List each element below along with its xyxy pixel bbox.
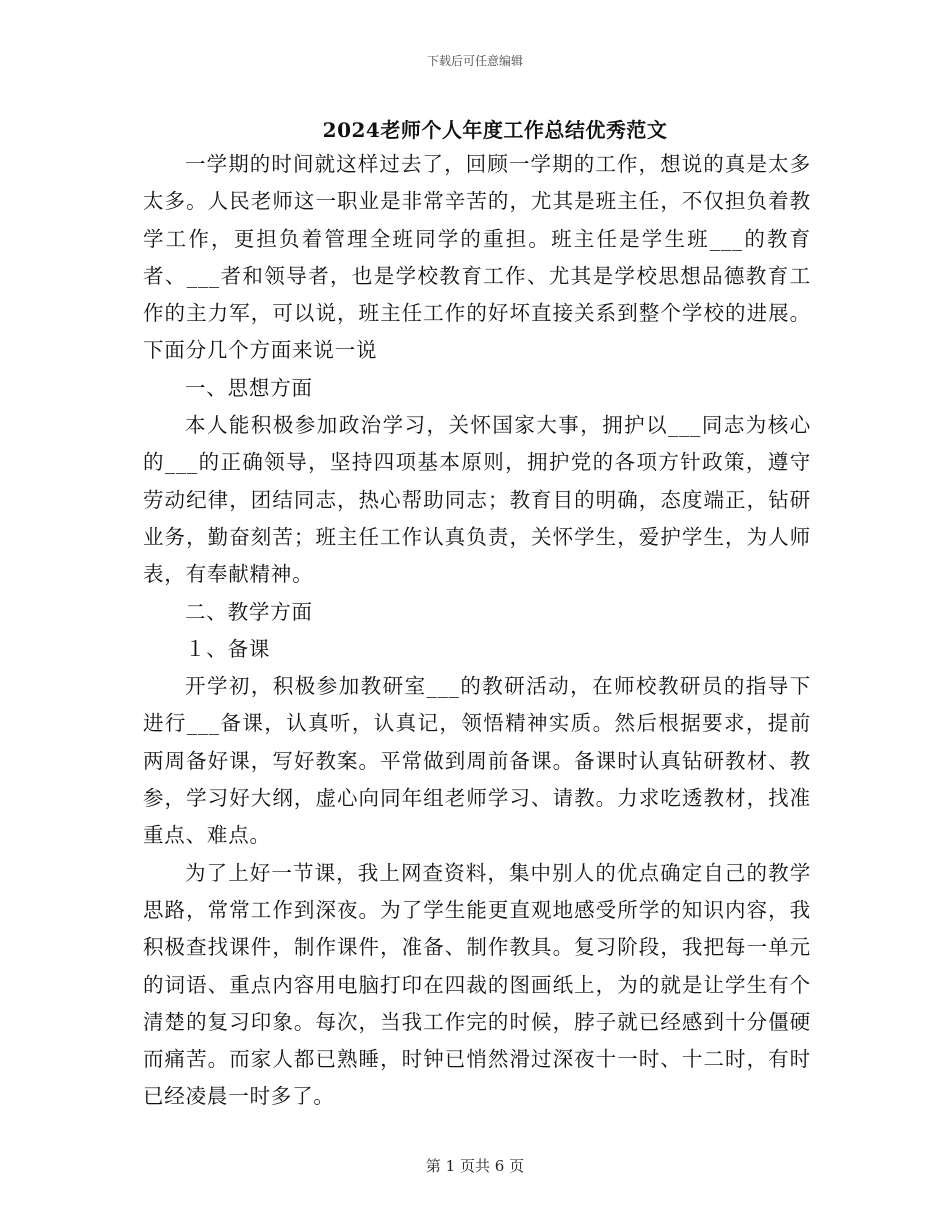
document-title: 2024老师个人年度工作总结优秀范文 (322, 118, 668, 142)
paragraph-lesson-effort: 为了上好一节课，我上网查资料，集中别人的优点确定自己的教学思路，常常工作到深夜。为了学生能更直观地感受所学的知识内容，我积极查找课件，制作课件，准备、制作教具。复习阶段，我把每一单元的词语、重点内容用电脑打印在四裁的图画纸上，为的就是让学生有个清楚的复习印象。每次，当我工作完的时候，脖子就已经感到十分僵硬而痛苦。而家人都已熟睡，时钟已悄然滑过深夜十一时、十二时，有时已经凌晨一时多了。 (143, 860, 811, 1109)
page-number-footer: 第 1 页共 6 页 (425, 1157, 525, 1175)
paragraph-thought: 本人能积极参加政治学习，关怀国家大事，拥护以___同志为核心的___的正确领导，坚持四项基本原则，拥护党的各项方针政策，遵守劳动纪律，团结同志，热心帮助同志；教育目的明确，态度端正，钻研业务，勤奋刻苦；班主任工作认真负责，关怀学生，爱护学生，为人师表，有奉献精神。 (143, 413, 811, 587)
page-header-note: 下载后可任意编辑 (426, 54, 523, 68)
section-heading-teaching: 二、教学方面 (185, 599, 313, 624)
document-body (143, 146, 811, 1116)
section-heading-thought: 一、思想方面 (185, 375, 313, 400)
subsection-heading-preparation: １、备课 (185, 636, 271, 661)
paragraph-intro: 一学期的时间就这样过去了，回顾一学期的工作，想说的真是太多太多。人民老师这一职业是非常辛苦的，尤其是班主任，不仅担负着教学工作，更担负着管理全班同学的重担。班主任是学生班___的教育者、___者和领导者，也是学校教育工作、尤其是学校思想品德教育工作的主力军，可以说，班主任工作的好坏直接关系到整个学校的进展。下面分几个方面来说一说 (143, 152, 811, 363)
paragraph-preparation: 开学初，积极参加教研室___的教研活动，在师校教研员的指导下进行___备课，认真听，认真记，领悟精神实质。然后根据要求，提前两周备好课，写好教案。平常做到周前备课。备课时认真钻研教材、教参，学习好大纲，虚心向同年组老师学习、请教。力求吃透教材，找准重点、难点。 (143, 674, 811, 848)
